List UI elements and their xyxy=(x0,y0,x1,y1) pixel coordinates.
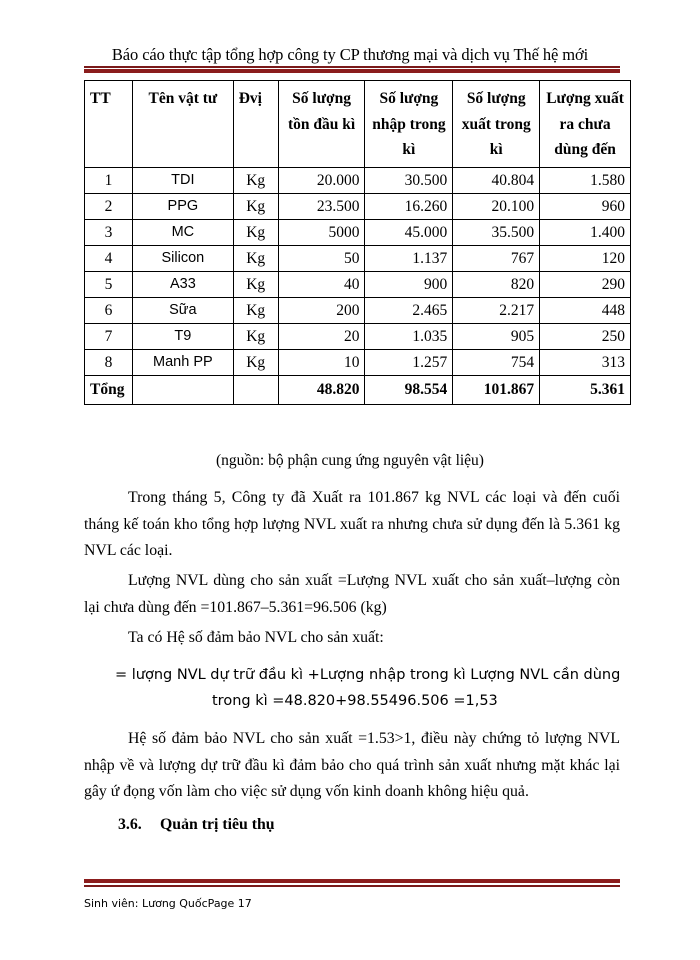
cell-imported: 45.000 xyxy=(365,219,453,245)
col-header-unused: Lượng xuất ra chưa dùng đến xyxy=(540,81,631,168)
col-header-tt: TT xyxy=(85,81,133,168)
cell-unit: Kg xyxy=(233,349,278,375)
cell-material-name: MC xyxy=(132,219,233,245)
cell-imported: 1.257 xyxy=(365,349,453,375)
total-cell xyxy=(233,375,278,405)
cell-imported: 1.137 xyxy=(365,245,453,271)
cell-unit: Kg xyxy=(233,167,278,193)
cell-exported: 35.500 xyxy=(453,219,540,245)
header-rule-thin xyxy=(84,66,620,68)
table-row xyxy=(85,219,631,245)
page-header-title: Báo cáo thực tập tổng hợp công ty CP thương mại và dịch vụ Thế hệ mới xyxy=(111,45,589,64)
cell-material-name: Sữa xyxy=(132,297,233,323)
total-exported: 101.867 xyxy=(453,375,540,405)
table-row xyxy=(85,167,631,193)
col-header-material-name: Tên vật tư xyxy=(132,81,233,168)
cell-opening-stock: 50 xyxy=(278,245,365,271)
cell-row-index: 1 xyxy=(85,167,133,193)
cell-unit: Kg xyxy=(233,297,278,323)
cell-opening-stock: 10 xyxy=(278,349,365,375)
cell-exported: 2.217 xyxy=(453,297,540,323)
cell-imported: 2.465 xyxy=(365,297,453,323)
section-number: 3.6. xyxy=(118,816,142,833)
cell-opening-stock: 20 xyxy=(278,323,365,349)
total-cell xyxy=(132,375,233,405)
cell-row-index: 2 xyxy=(85,193,133,219)
cell-material-name: A33 xyxy=(132,271,233,297)
cell-opening-stock: 40 xyxy=(278,271,365,297)
cell-imported: 900 xyxy=(365,271,453,297)
cell-row-index: 6 xyxy=(85,297,133,323)
table-total-row xyxy=(85,375,631,405)
cell-unused: 1.580 xyxy=(540,167,631,193)
cell-opening-stock: 5000 xyxy=(278,219,365,245)
col-header-unit: Đvị xyxy=(233,81,278,168)
cell-opening-stock: 200 xyxy=(278,297,365,323)
table-row xyxy=(85,349,631,375)
cell-unused: 960 xyxy=(540,193,631,219)
cell-unit: Kg xyxy=(233,193,278,219)
table-row xyxy=(85,193,631,219)
total-imported: 98.554 xyxy=(365,375,453,405)
total-opening-stock: 48.820 xyxy=(278,375,365,405)
cell-unit: Kg xyxy=(233,245,278,271)
section-heading xyxy=(118,816,275,834)
table-row xyxy=(85,271,631,297)
cell-exported: 820 xyxy=(453,271,540,297)
paragraph-coefficient-analysis: Hệ số đảm bảo NVL cho sản xuất =1.53>1, điều này chứng tỏ lượng NVL nhập về và lượng dự trữ đầu kì đảm bảo cho quá trình sản xuất nhưng mặt khác lại gây ứ đọng vốn làm cho việc sử dụng vốn kinh doanh không hiệu quả. xyxy=(84,730,620,800)
cell-row-index: 5 xyxy=(85,271,133,297)
col-header-exported: Số lượng xuất trong kì xyxy=(453,81,540,168)
cell-imported: 30.500 xyxy=(365,167,453,193)
cell-opening-stock: 20.000 xyxy=(278,167,365,193)
cell-unused: 1.400 xyxy=(540,219,631,245)
cell-unused: 120 xyxy=(540,245,631,271)
cell-row-index: 4 xyxy=(85,245,133,271)
section-title: Quản trị tiêu thụ xyxy=(160,816,275,833)
cell-unused: 290 xyxy=(540,271,631,297)
inventory-table xyxy=(84,80,631,405)
page-footer: Sinh viên: Lương QuốcPage 17 xyxy=(84,897,252,910)
cell-row-index: 3 xyxy=(85,219,133,245)
col-header-opening-stock: Số lượng tồn đầu kì xyxy=(278,81,365,168)
cell-unused: 448 xyxy=(540,297,631,323)
cell-opening-stock: 23.500 xyxy=(278,193,365,219)
cell-unused: 313 xyxy=(540,349,631,375)
cell-row-index: 7 xyxy=(85,323,133,349)
cell-row-index: 8 xyxy=(85,349,133,375)
cell-imported: 16.260 xyxy=(365,193,453,219)
paragraph-production-usage: Lượng NVL dùng cho sản xuất =Lượng NVL xuất cho sản xuất–lượng còn lại chưa dùng đến =101.867–5.361=96.506 (kg) xyxy=(84,572,620,616)
col-header-imported: Số lượng nhập trong kì xyxy=(365,81,453,168)
paragraph-coefficient-intro: Ta có Hệ số đảm bảo NVL cho sản xuất: xyxy=(128,629,384,646)
header-rule-thick xyxy=(84,69,620,73)
table-source-note: (nguồn: bộ phận cung ứng nguyên vật liệu) xyxy=(216,452,484,469)
cell-material-name: Manh PP xyxy=(132,349,233,375)
cell-unit: Kg xyxy=(233,323,278,349)
cell-unused: 250 xyxy=(540,323,631,349)
cell-material-name: Silicon xyxy=(132,245,233,271)
cell-imported: 1.035 xyxy=(365,323,453,349)
cell-material-name: TDI xyxy=(132,167,233,193)
cell-exported: 905 xyxy=(453,323,540,349)
table-row xyxy=(85,245,631,271)
footer-rule-thin xyxy=(84,885,620,887)
total-label: Tổng xyxy=(85,375,133,405)
cell-exported: 754 xyxy=(453,349,540,375)
table-row xyxy=(85,297,631,323)
cell-exported: 40.804 xyxy=(453,167,540,193)
cell-exported: 20.100 xyxy=(453,193,540,219)
cell-exported: 767 xyxy=(453,245,540,271)
cell-unit: Kg xyxy=(233,219,278,245)
cell-material-name: T9 xyxy=(132,323,233,349)
cell-material-name: PPG xyxy=(132,193,233,219)
table-row xyxy=(85,323,631,349)
total-unused: 5.361 xyxy=(540,375,631,405)
paragraph-export-summary: Trong tháng 5, Công ty đã Xuất ra 101.867 kg NVL các loại và đến cuối tháng kế toán kho tổng hợp lượng NVL xuất ra nhưng chưa sử dụng đến là 5.361 kg NVL các loại. xyxy=(84,489,620,559)
formula-line-1: = lượng NVL dự trữ đầu kì +Lượng nhập trong kì Lượng NVL cần dùng xyxy=(115,667,621,683)
footer-rule-thick xyxy=(84,879,620,883)
cell-unit: Kg xyxy=(233,271,278,297)
table-header-row xyxy=(85,81,631,168)
formula-line-2: trong kì =48.820+98.55496.506 =1,53 xyxy=(212,693,498,709)
